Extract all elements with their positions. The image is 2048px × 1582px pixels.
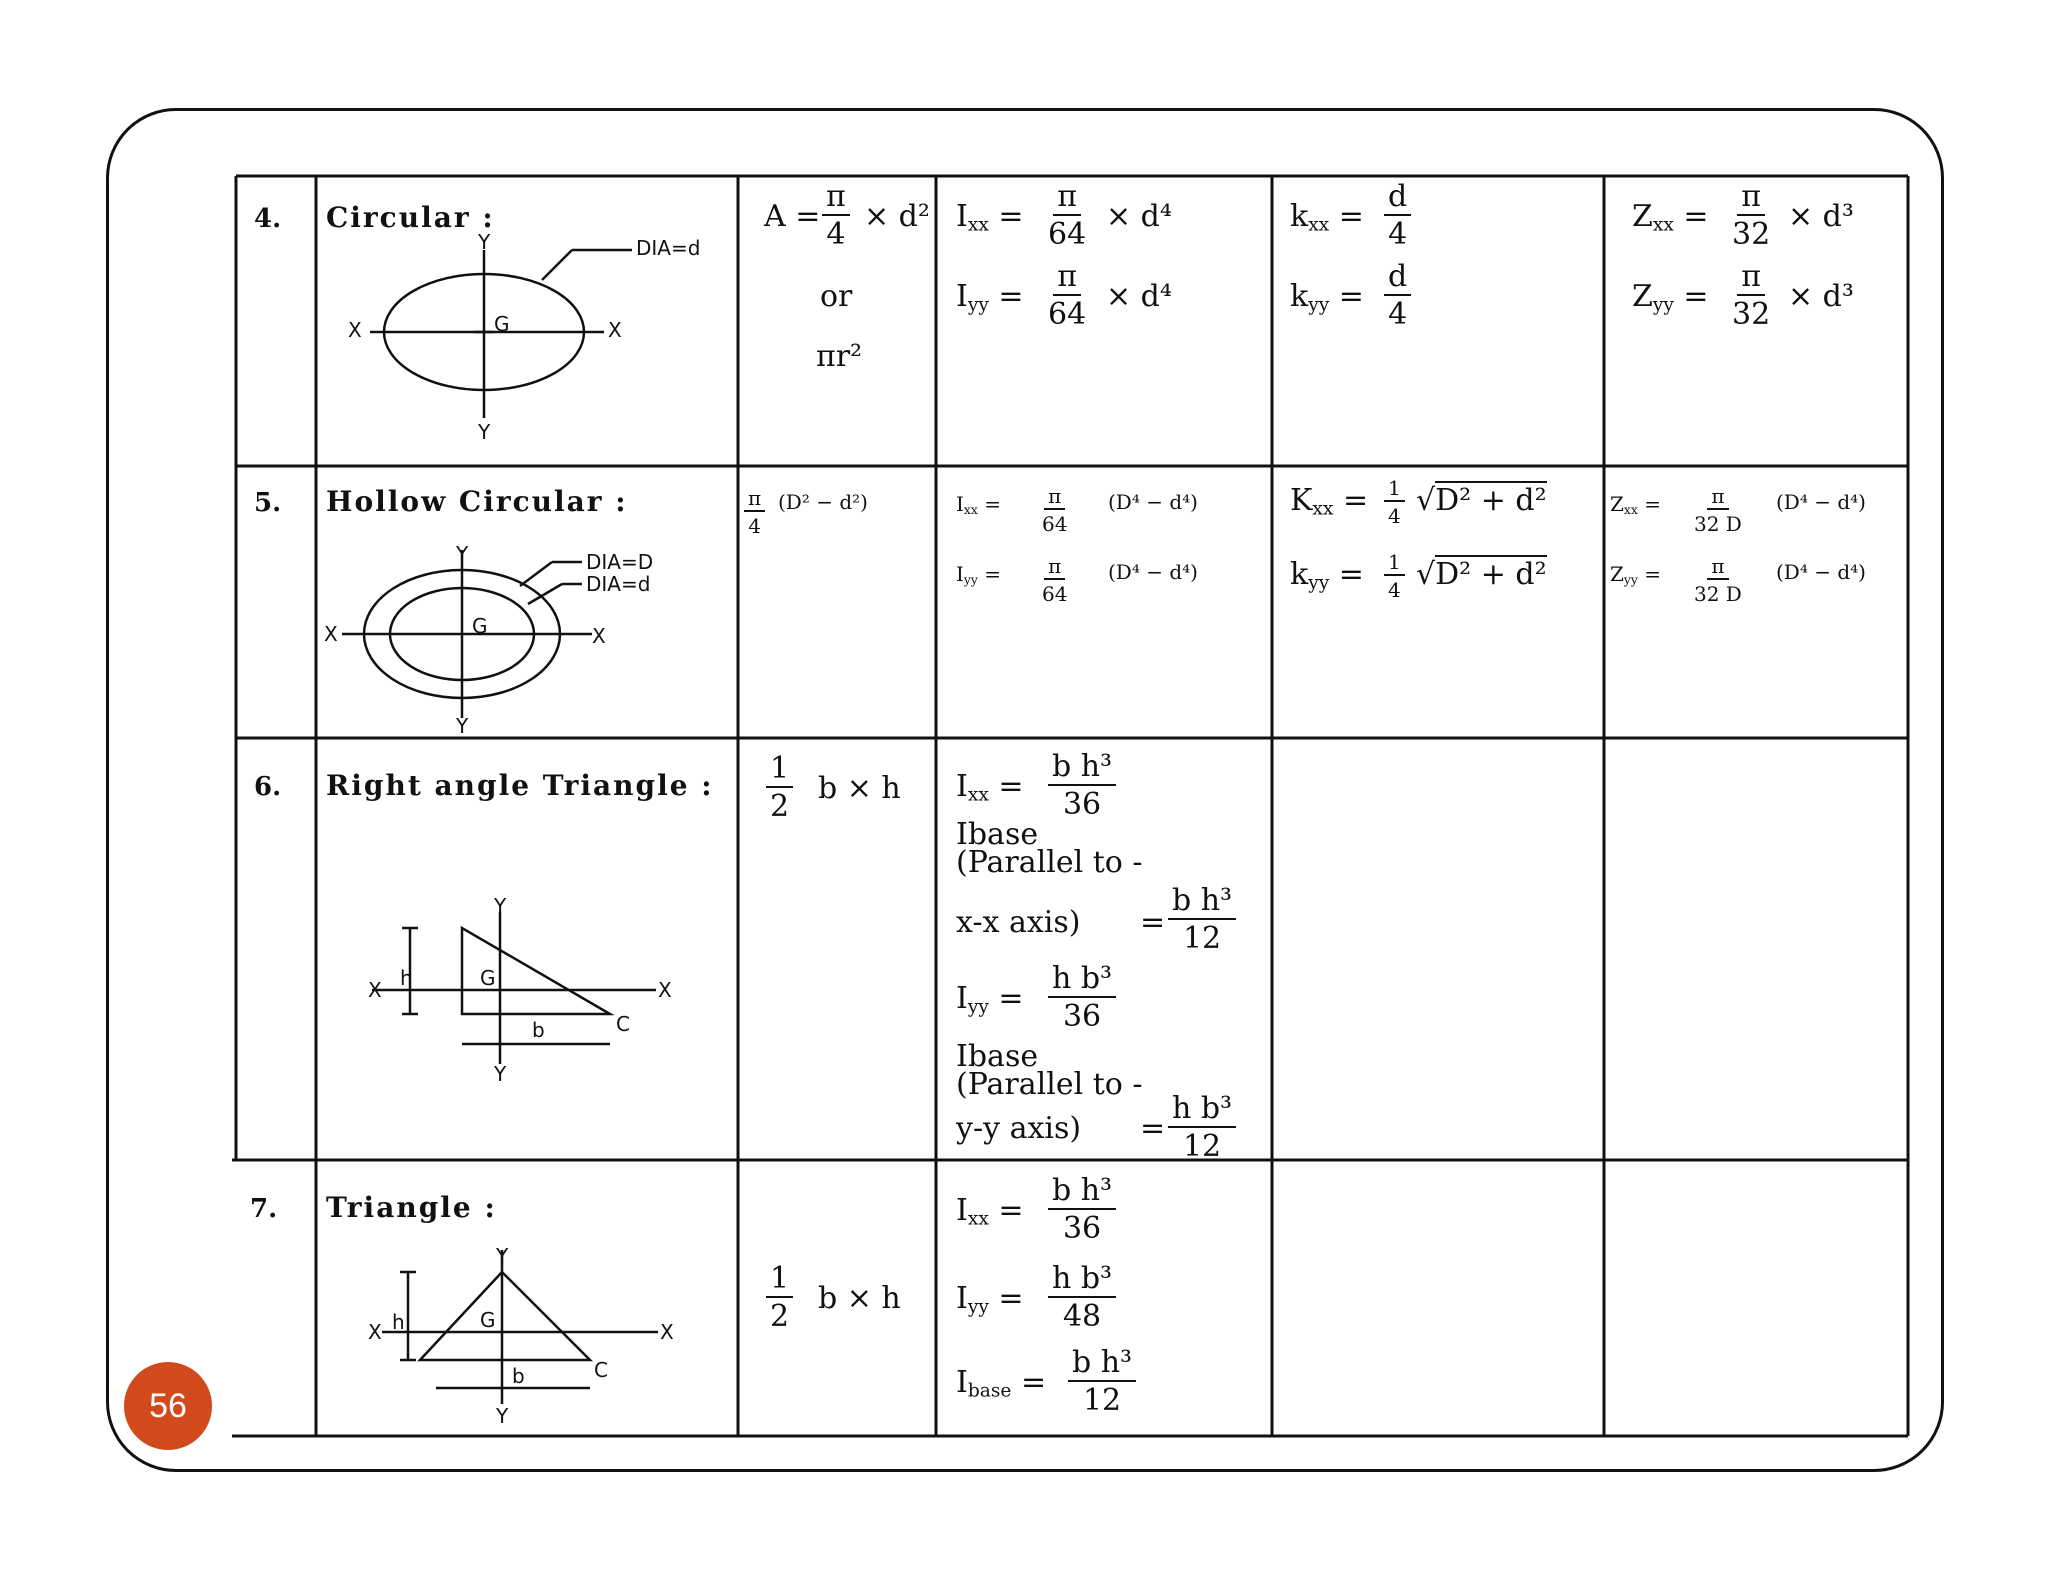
fraction: $\frac{\pi}{32 D}$ (1694, 484, 1742, 536)
formula-tail: (D⁴ − d⁴) (1108, 560, 1198, 584)
ibase-label: Ibase (956, 1039, 1039, 1074)
fraction: $\frac{\text{b h³}}{36}$ (1048, 1176, 1116, 1244)
inertia-yy: $I_{yy}$ = (956, 562, 1002, 588)
fraction: $\frac{\pi}{64}$ (1048, 179, 1087, 252)
diagram-label: DIA=D (586, 550, 654, 574)
formula-tail: (D² − d²) (778, 490, 868, 514)
fraction: $\frac{\pi}{32}$ (1732, 259, 1771, 332)
centroid-label: G (472, 614, 488, 638)
ibase-label: Ibase (956, 817, 1039, 852)
fraction: $\frac{\pi}{64}$ (1042, 484, 1068, 536)
fraction: $\frac{d}{4}$ (1384, 262, 1411, 330)
formula-tail: × d⁴ (1106, 279, 1172, 314)
formula-tail: × d³ (1788, 199, 1854, 234)
row-number: 5. (254, 488, 282, 518)
formula-tail: (D⁴ − d⁴) (1108, 490, 1198, 514)
axis-label: Y (496, 1244, 509, 1268)
ibase-axis: y-y axis) (956, 1111, 1082, 1146)
inertia-yy: $I_{yy}$ = (956, 981, 1024, 1018)
centroid-label: G (480, 1308, 496, 1332)
fraction: $\frac{\text{b h³}}{12}$ (1168, 886, 1236, 954)
axis-label: X (660, 1320, 674, 1344)
radius-xx: $K_{xx}$ = (1290, 483, 1369, 520)
inertia-xx: $I_{xx}$ = (956, 199, 1024, 236)
area-formula: A = (764, 199, 821, 234)
fraction: $\frac{\pi}{4}$ (822, 182, 850, 250)
fraction: $\frac{\text{b h³}}{36}$ (1048, 752, 1116, 820)
equals-sign: = (1140, 905, 1166, 940)
shape-title: Right angle Triangle : (326, 769, 714, 802)
page-number-badge: 56 (124, 1362, 212, 1450)
axis-label: X (592, 624, 606, 648)
formula-tail: (D⁴ − d⁴) (1776, 560, 1866, 584)
row-number: 6. (254, 772, 282, 802)
radius-xx: $k_{xx}$ = (1290, 199, 1364, 236)
fraction: $\frac{d}{4}$ (1384, 182, 1411, 250)
ibase-note: (Parallel to - (956, 1067, 1143, 1102)
inertia-xx: $I_{xx}$ = (956, 769, 1024, 806)
ibase-note: (Parallel to - (956, 845, 1143, 880)
fraction: $\frac{\pi}{32 D}$ (1694, 554, 1742, 606)
fraction: $\frac{1}{4}$ (1384, 552, 1405, 600)
ibase-axis: x-x axis) (956, 905, 1081, 940)
fraction: $\frac{\pi}{64}$ (1048, 259, 1087, 332)
inertia-yy: $I_{yy}$ = (956, 1281, 1024, 1318)
formula-tail: b × h (818, 1281, 901, 1316)
root-expression: √D² + d² (1416, 557, 1547, 592)
inertia-yy: $I_{yy}$ = (956, 279, 1024, 316)
shape-title: Triangle : (326, 1191, 497, 1224)
row-number: 4. (254, 204, 282, 234)
formula-tail: (D⁴ − d⁴) (1776, 490, 1866, 514)
fraction: $\frac{\text{h b³}}{12}$ (1168, 1094, 1236, 1162)
axis-label: X (324, 622, 338, 646)
hollow-circle-diagram (342, 550, 592, 718)
fraction: $\frac{\text{h b³}}{48}$ (1048, 1264, 1116, 1332)
formula-tail: b × h (818, 771, 901, 806)
fraction: $\frac{\text{b h³}}{12}$ (1068, 1348, 1136, 1416)
axis-label: Y (478, 230, 491, 254)
fraction: $\frac{\pi}{4}$ (744, 488, 765, 536)
inertia-xx: $I_{xx}$ = (956, 1193, 1024, 1230)
centroid-label: G (494, 312, 510, 336)
fraction: $\frac{1}{2}$ (766, 1264, 793, 1332)
height-label: h (400, 966, 413, 990)
radius-yy: $k_{yy}$ = (1290, 279, 1364, 316)
formula-tail: × d⁴ (1106, 199, 1172, 234)
centroid-label: G (480, 966, 496, 990)
properties-table (232, 172, 1912, 1440)
fraction: $\frac{\pi}{32}$ (1732, 179, 1771, 252)
axis-label: X (608, 318, 622, 342)
shape-title: Circular : (326, 201, 495, 234)
modulus-yy: $Z_{yy}$ = (1632, 279, 1709, 316)
inertia-base: $I_{base}$ = (956, 1365, 1047, 1402)
base-label: b (512, 1364, 525, 1388)
axis-label: X (658, 978, 672, 1002)
modulus-yy: $Z_{yy}$ = (1610, 562, 1662, 588)
axis-label: Y (494, 1062, 507, 1086)
formula-tail: × d² (864, 199, 930, 234)
base-label: b (532, 1018, 545, 1042)
root-expression: √D² + d² (1416, 483, 1547, 518)
shape-title: Hollow Circular : (326, 485, 628, 518)
fraction: $\frac{1}{2}$ (766, 754, 793, 822)
height-label: h (392, 1310, 405, 1334)
radius-yy: $k_{yy}$ = (1290, 557, 1364, 594)
or-text: or (820, 279, 853, 314)
axis-label: Y (496, 1404, 509, 1428)
modulus-xx: $Z_{xx}$ = (1632, 199, 1709, 236)
axis-label: X (368, 978, 382, 1002)
axis-label: X (368, 1320, 382, 1344)
axis-label: Y (478, 420, 491, 444)
modulus-xx: $Z_{xx}$ = (1610, 492, 1662, 518)
fraction: $\frac{1}{4}$ (1384, 478, 1405, 526)
diagram-label: DIA=d (586, 572, 651, 596)
equals-sign: = (1140, 1111, 1166, 1146)
area-alt: πr² (816, 339, 863, 374)
formula-tail: × d³ (1788, 279, 1854, 314)
fraction: $\frac{\text{h b³}}{36}$ (1048, 964, 1116, 1032)
fraction: $\frac{\pi}{64}$ (1042, 554, 1068, 606)
axis-label: X (348, 318, 362, 342)
inertia-xx: $I_{xx}$ = (956, 492, 1002, 518)
right-triangle-diagram (372, 912, 656, 1064)
axis-label: Y (494, 894, 507, 918)
vertex-label: C (616, 1012, 630, 1036)
axis-label: Y (456, 542, 469, 566)
row-number: 7. (250, 1194, 278, 1224)
vertex-label: C (594, 1358, 608, 1382)
axis-label: Y (456, 714, 469, 738)
diagram-label: DIA=d (636, 236, 701, 260)
